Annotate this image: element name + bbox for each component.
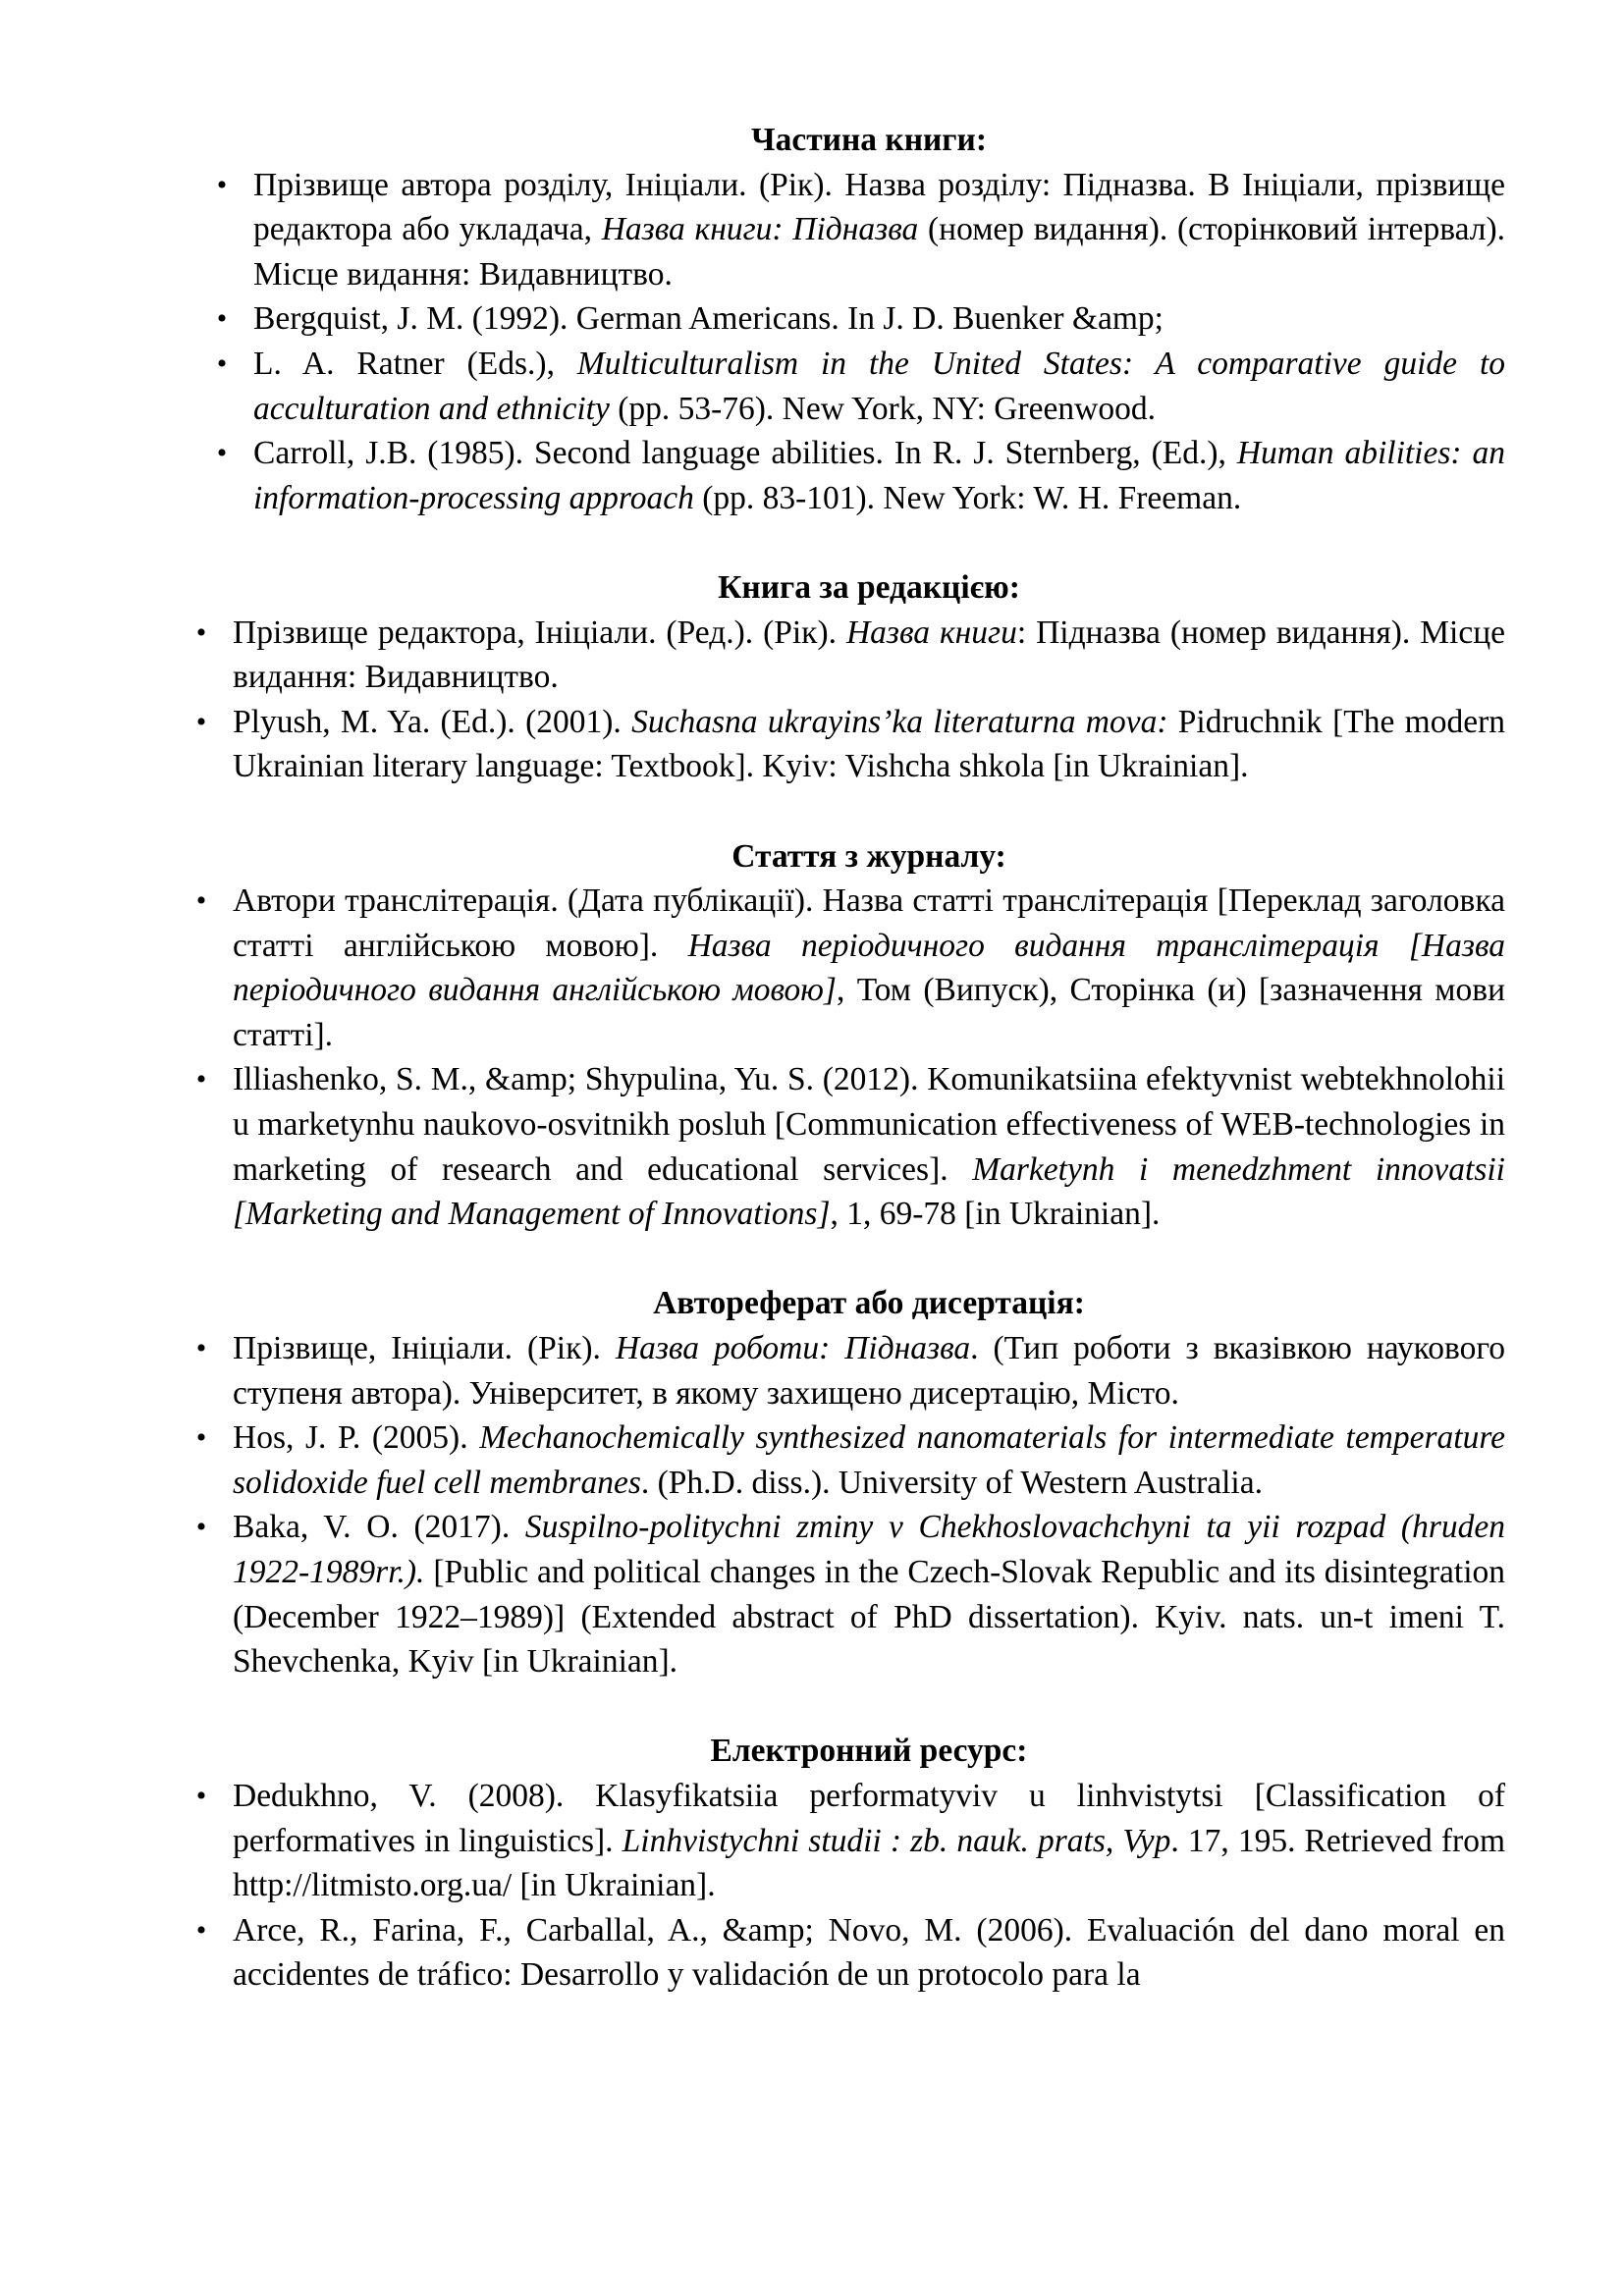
text-run: Прізвище автора розділу, Ініціали. (Рік). Назва розділу: Підназва. В Ініціали, прізвище редактора або укладача, xyxy=(253,166,1505,248)
text-run: Baka, V. O. (2017). xyxy=(233,1509,525,1546)
italic-title-run: Назва періодичного видання транслітерація [Назва періодичного видання англійською мовою] xyxy=(233,927,1506,1009)
section-heading: Книга за редакцією: xyxy=(718,568,1020,606)
italic-title-run: Назва книги xyxy=(845,614,1017,651)
reference-text xyxy=(233,1509,1505,1680)
bullet-icon: • xyxy=(195,884,207,918)
reference-section xyxy=(216,118,1505,520)
bullet-icon: • xyxy=(195,1913,207,1947)
text-run: Arce, R., Farina, F., Carballal, A., &amp; Novo, M. (2006). Evaluación del dano moral en accidentes de tráfico: Desarrollo y validación de un protocolo para la xyxy=(233,1911,1505,1994)
italic-title-run: Human abilities: an information-processing approach xyxy=(253,435,1505,516)
text-run: Bergquist, J. M. (1992). German Americans. In J. D. Buenker &amp; xyxy=(253,300,1164,338)
section-spacer xyxy=(233,1684,1505,1730)
section-heading: Автореферат або дисертація: xyxy=(653,1285,1085,1322)
reference-list xyxy=(216,163,1505,521)
reference-text xyxy=(233,704,1505,785)
reference-list xyxy=(195,611,1505,789)
text-run: , 1, 69-78 [in Ukrainian]. xyxy=(830,1196,1161,1233)
reference-item xyxy=(195,1326,1506,1415)
text-run: Прізвище редактора, Ініціали. (Ред.). (Рік). xyxy=(233,614,846,651)
text-run: [Public and political changes in the Czech-Slovak Republic and its disintegration (December 1922–1989)] (Extended abstract of PhD dissertation). Kyiv. nats. un-t imeni T. Shevchenka, Kyiv [in Ukrainian]. xyxy=(233,1554,1505,1681)
text-run: Pidruchnik [The modern Ukrainian literary language: Textbook]. Kyiv: Vishcha shkola [in Ukrainian]. xyxy=(233,703,1505,785)
section-heading: Стаття з журналу: xyxy=(731,837,1006,875)
reference-section xyxy=(195,834,1506,1237)
bullet-icon: • xyxy=(195,1421,207,1455)
text-run: Hos, J. P. (2005). xyxy=(233,1419,480,1457)
reference-section xyxy=(195,1281,1506,1683)
bullet-icon: • xyxy=(195,705,207,738)
text-run: Dedukhno, V. (2008). Klasyfikatsiia performatyviv u linhvistytsi [Classification of performatives in linguistics]. xyxy=(233,1777,1505,1859)
section-spacer xyxy=(233,789,1505,834)
reference-item xyxy=(216,163,1505,297)
reference-item xyxy=(216,431,1505,520)
text-run: . (Тип роботи з вказівкою наукового ступеня автора). Університет, в якому захищено дисертацію, Місто. xyxy=(233,1330,1506,1412)
section-spacer xyxy=(233,520,1505,565)
italic-title-run: Suspilno-politychni zminy v Chekhoslovachchyni ta yii rozpad (hruden 1922-1989rr.). xyxy=(233,1509,1505,1590)
bullet-icon: • xyxy=(195,615,207,649)
text-run: , Том (Випуск), Сторінка (и) [зазначення мови статті]. xyxy=(233,972,1505,1053)
reference-item xyxy=(216,296,1505,342)
reference-text xyxy=(253,346,1505,427)
reference-text xyxy=(233,1330,1505,1412)
reference-item xyxy=(195,1774,1505,1908)
bullet-icon: • xyxy=(216,168,228,201)
italic-title-run: Suchasna ukrayins’ka literaturna mova: xyxy=(631,703,1168,740)
section-spacer xyxy=(233,1237,1505,1282)
text-run: : Підназва (номер видання). Місце видання: Видавництво. xyxy=(233,614,1505,696)
italic-title-run: Linhvistychni studii : zb. nauk. prats, Vyp xyxy=(622,1822,1171,1859)
reference-text xyxy=(233,882,1505,1053)
reference-section xyxy=(195,565,1505,789)
text-run: . 17, 195. Retrieved from http://litmisto.org.ua/ [in Ukrainian]. xyxy=(233,1822,1505,1904)
reference-text xyxy=(253,300,1164,337)
reference-text xyxy=(253,435,1505,516)
text-run: Автори транслітерація. (Дата публікації). Назва статті транслітерація [Переклад заголовка статті англійською мовою]. xyxy=(233,882,1505,964)
reference-item xyxy=(195,1505,1505,1683)
reference-item xyxy=(195,879,1506,1057)
reference-item xyxy=(195,1057,1505,1236)
reference-section xyxy=(195,1729,1505,1998)
text-run: L. A. Ratner (Eds.), xyxy=(253,345,577,382)
reference-item xyxy=(216,342,1505,431)
section-heading: Частина книги: xyxy=(751,122,987,158)
italic-title-run: Multiculturalism in the United States: A comparative guide to acculturation and ethnicity xyxy=(253,345,1505,427)
bullet-icon: • xyxy=(195,1511,207,1544)
text-run: . (Ph.D. diss.). University of Western Australia. xyxy=(640,1464,1263,1501)
text-run: (pp. 83-101). New York: W. H. Freeman. xyxy=(693,479,1242,516)
reference-item xyxy=(195,1415,1506,1505)
reference-item xyxy=(195,1908,1505,1998)
bullet-icon: • xyxy=(195,1779,207,1812)
bullet-icon: • xyxy=(195,1332,207,1365)
section-heading: Електронний ресурс: xyxy=(710,1733,1028,1770)
italic-title-run: Назва роботи: Підназва xyxy=(615,1330,971,1367)
text-run: Carroll, J.B. (1985). Second language abilities. In R. J. Sternberg, (Ed.), xyxy=(253,435,1237,472)
text-run: Plyush, M. Ya. (Ed.). (2001). xyxy=(233,703,632,740)
reference-guide xyxy=(195,118,1506,1998)
bullet-icon: • xyxy=(216,347,228,380)
reference-text xyxy=(233,1061,1505,1232)
italic-title-run: Marketynh i menedzhment innovatsii [Marketing and Management of Innovations] xyxy=(233,1150,1505,1233)
text-run: (pp. 53-76). New York, NY: Greenwood. xyxy=(609,390,1156,427)
reference-list xyxy=(195,1774,1505,1998)
reference-text xyxy=(233,1419,1505,1501)
bullet-icon: • xyxy=(216,437,228,470)
reference-list xyxy=(195,879,1506,1237)
reference-item xyxy=(195,700,1505,789)
bullet-icon: • xyxy=(216,302,228,336)
text-run: (номер видання). (сторінковий інтервал). Місце видання: Видавництво. xyxy=(253,211,1505,293)
reference-text xyxy=(233,1912,1505,1994)
reference-text xyxy=(233,1778,1505,1903)
reference-list xyxy=(195,1326,1506,1684)
text-run: Прізвище, Ініціали. (Рік). xyxy=(233,1330,616,1367)
italic-title-run: Назва книги: Підназва xyxy=(601,211,919,248)
reference-text xyxy=(253,167,1505,293)
reference-text xyxy=(233,614,1505,696)
bullet-icon: • xyxy=(195,1063,207,1096)
reference-item xyxy=(195,611,1505,700)
text-run: Illiashenko, S. M., &amp; Shypulina, Yu. S. (2012). Komunikatsiina efektyvnist webtekhnolohii u marketynhu naukovo-osvitnikh posluh [Communication effectiveness of WEB-technologies in marketing of research and educational services]. xyxy=(233,1061,1505,1188)
italic-title-run: Mechanochemically synthesized nanomaterials for intermediate temperature solidoxide fuel cell membranes xyxy=(233,1419,1506,1501)
